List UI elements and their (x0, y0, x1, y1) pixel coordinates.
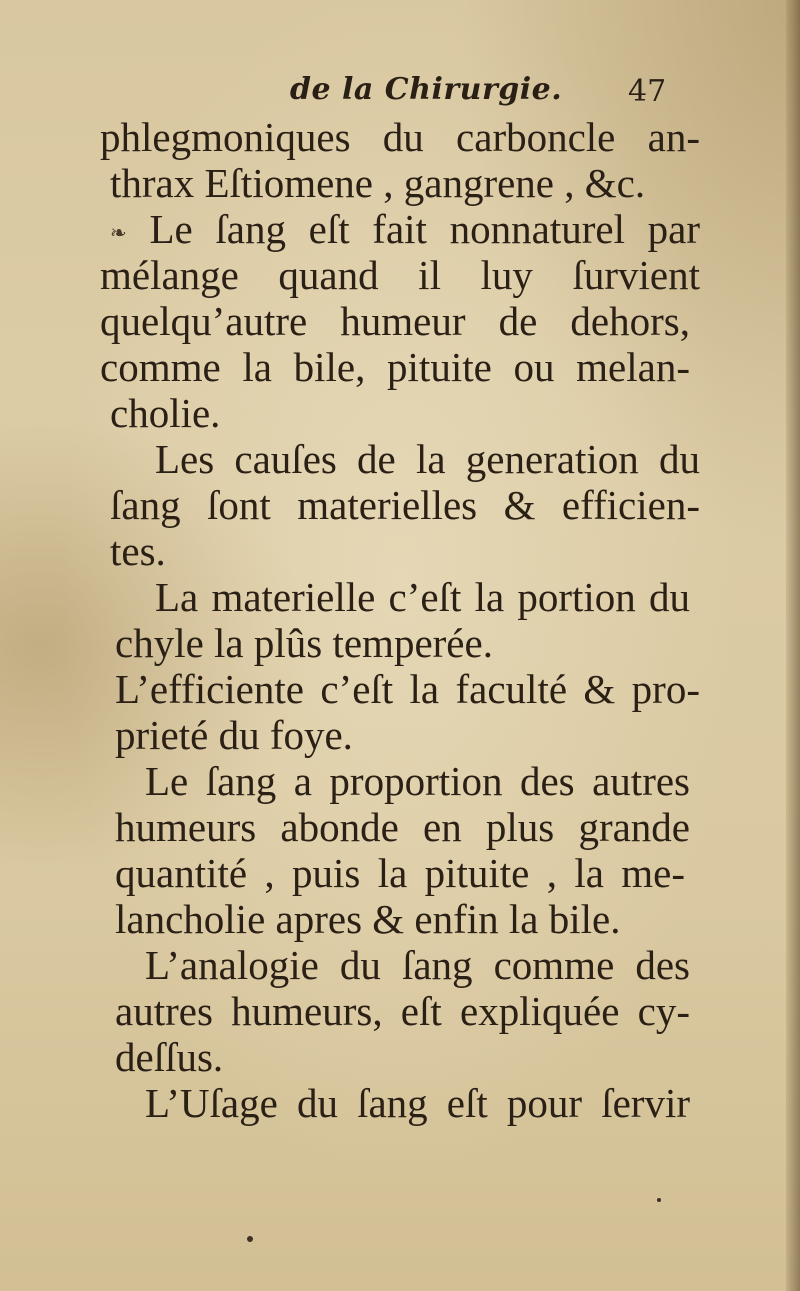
page-number: 47 (628, 74, 667, 109)
text-line: phlegmoniques du carboncle an- (100, 114, 700, 160)
text-line: L’analogie du ſang comme des (145, 942, 690, 988)
body-text (100, 114, 700, 1126)
running-head: de la Chirurgie. (290, 72, 563, 107)
text-line: mélange quand il luy ſurvient (100, 252, 700, 298)
text-line: lancholie apres & enfin la bile. (115, 896, 621, 942)
ink-speck (657, 1198, 661, 1202)
text-line: Les cauſes de la generation du (155, 436, 700, 482)
text-line: quelqu’autre humeur de dehors, (100, 298, 690, 344)
text-line-content: Le ſang eſt fait nonnaturel par (149, 206, 700, 252)
text-line: comme la bile, pituite ou melan- (100, 344, 690, 390)
text-line: quantité , puis la pituite , la me- (115, 850, 685, 896)
ink-speck (247, 1236, 253, 1242)
text-line: cholie. (110, 390, 221, 436)
text-line: ſang ſont materielles & efficien- (110, 482, 700, 528)
text-line: Le ſang a proportion des autres (145, 758, 690, 804)
text-line: chyle la plûs temperée. (115, 620, 493, 666)
text-line: L’Uſage du ſang eſt pour ſervir (145, 1080, 690, 1126)
text-line: autres humeurs, eſt expliquée cy- (115, 988, 690, 1034)
text-line: humeurs abonde en plus grande (115, 804, 690, 850)
text-line: thrax Eſtiomene , gangrene , &c. (110, 160, 646, 206)
text-line: prieté du foye. (115, 712, 353, 758)
text-line: tes. (110, 528, 166, 574)
text-line: L’efficiente c’eſt la faculté & pro- (115, 666, 700, 712)
page-edge-shadow (786, 0, 800, 1291)
text-line: La materielle c’eſt la portion du (155, 574, 690, 620)
text-line (100, 206, 700, 252)
text-line: deſſus. (115, 1034, 224, 1080)
paragraph-mark-icon: ❧ (110, 222, 127, 245)
